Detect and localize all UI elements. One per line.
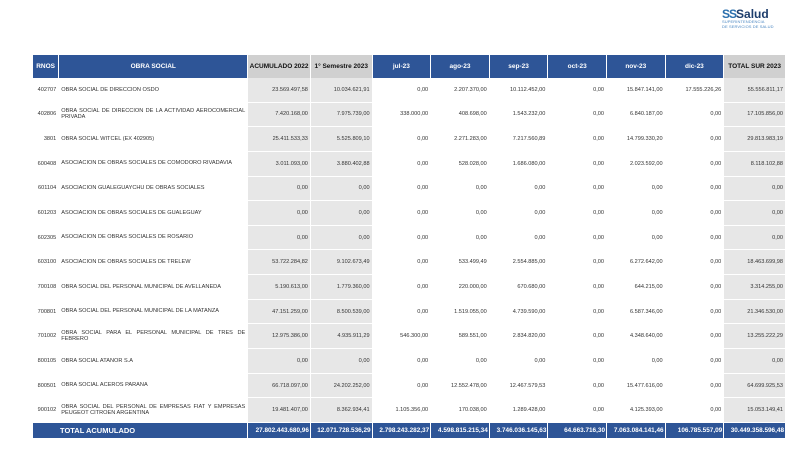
header-rnos: RNOS xyxy=(33,55,59,78)
value-cell: 3.880.402,88 xyxy=(311,152,373,177)
value-cell: 546.300,00 xyxy=(373,324,432,349)
value-cell: 0,00 xyxy=(373,275,432,300)
rnos-cell: 601104 xyxy=(33,177,59,202)
value-cell: 0,00 xyxy=(666,300,725,325)
value-cell: 0,00 xyxy=(373,374,432,399)
obra-social-cell: OBRA SOCIAL ACEROS PARANA xyxy=(59,374,248,399)
value-cell: 3.011.093,00 xyxy=(248,152,311,177)
value-cell: 55.556.811,17 xyxy=(724,78,785,103)
table-row xyxy=(33,324,785,349)
value-cell: 18.463.699,98 xyxy=(724,250,785,275)
value-cell: 6.840.187,00 xyxy=(607,103,666,128)
value-cell: 170.038,00 xyxy=(431,398,490,423)
total-semestre-2023: 12.071.728.536,29 xyxy=(311,423,373,438)
rnos-cell: 800501 xyxy=(33,374,59,399)
value-cell: 8.362.934,41 xyxy=(311,398,373,423)
value-cell: 29.813.983,19 xyxy=(724,127,785,152)
obra-social-cell: OBRA SOCIAL PARA EL PERSONAL MUNICIPAL DE TRES DE FEBRERO xyxy=(59,324,248,349)
table-row xyxy=(33,103,785,128)
value-cell: 7.217.560,89 xyxy=(490,127,549,152)
value-cell: 12.552.478,00 xyxy=(431,374,490,399)
header-ago-23: ago-23 xyxy=(431,55,490,78)
value-cell: 0,00 xyxy=(490,177,549,202)
rnos-cell: 701002 xyxy=(33,324,59,349)
value-cell: 66.718.097,00 xyxy=(248,374,311,399)
value-cell: 1.519.055,00 xyxy=(431,300,490,325)
total-sep-23: 3.746.036.145,63 xyxy=(490,423,549,438)
value-cell: 0,00 xyxy=(607,177,666,202)
obra-social-cell: OBRA SOCIAL DE DIRECCION OSDO xyxy=(59,78,248,103)
value-cell: 0,00 xyxy=(373,152,432,177)
value-cell: 25.411.533,33 xyxy=(248,127,311,152)
value-cell: 2.023.592,00 xyxy=(607,152,666,177)
value-cell: 0,00 xyxy=(666,349,725,374)
value-cell: 4.739.590,00 xyxy=(490,300,549,325)
value-cell: 7.975.739,00 xyxy=(311,103,373,128)
header-nov-23: nov-23 xyxy=(607,55,666,78)
value-cell: 0,00 xyxy=(548,226,607,251)
rnos-cell: 3801 xyxy=(33,127,59,152)
value-cell: 3.314.255,00 xyxy=(724,275,785,300)
value-cell: 0,00 xyxy=(431,349,490,374)
value-cell: 0,00 xyxy=(607,201,666,226)
value-cell: 0,00 xyxy=(431,177,490,202)
value-cell: 0,00 xyxy=(548,349,607,374)
value-cell: 0,00 xyxy=(311,349,373,374)
header-acumulado-2022: ACUMULADO 2022 xyxy=(248,55,311,78)
logo-subtitle-2: DE SERVICIOS DE SALUD xyxy=(722,23,774,29)
value-cell: 4.125.393,00 xyxy=(607,398,666,423)
value-cell: 0,00 xyxy=(548,300,607,325)
value-cell: 13.255.222,29 xyxy=(724,324,785,349)
value-cell: 0,00 xyxy=(724,177,785,202)
obra-social-cell: OBRA SOCIAL DEL PERSONAL MUNICIPAL DE AVELLANEDA xyxy=(59,275,248,300)
value-cell: 4.935.911,29 xyxy=(311,324,373,349)
value-cell: 15.053.149,41 xyxy=(724,398,785,423)
total-nov-23: 7.063.084.141,46 xyxy=(607,423,666,438)
value-cell: 2.554.885,00 xyxy=(490,250,549,275)
value-cell: 0,00 xyxy=(373,127,432,152)
table-row xyxy=(33,127,785,152)
value-cell: 5.190.613,00 xyxy=(248,275,311,300)
value-cell: 338.000,00 xyxy=(373,103,432,128)
logo-subtitle-1: SUPERINTENDENCIA xyxy=(722,19,765,24)
table-row xyxy=(33,300,785,325)
header-total-sur-2023: TOTAL SUR 2023 xyxy=(724,55,785,78)
header-semestre-2023: 1° Semestre 2023 xyxy=(311,55,373,78)
value-cell: 0,00 xyxy=(311,201,373,226)
value-cell: 589.551,00 xyxy=(431,324,490,349)
value-cell: 0,00 xyxy=(311,177,373,202)
value-cell: 0,00 xyxy=(607,226,666,251)
header-dic-23: dic-23 xyxy=(666,55,725,78)
value-cell: 0,00 xyxy=(666,127,725,152)
value-cell: 408.698,00 xyxy=(431,103,490,128)
value-cell: 0,00 xyxy=(666,374,725,399)
header-sep-23: sep-23 xyxy=(490,55,549,78)
value-cell: 0,00 xyxy=(666,398,725,423)
value-cell: 1.105.356,00 xyxy=(373,398,432,423)
value-cell: 0,00 xyxy=(548,324,607,349)
table-row xyxy=(33,374,785,399)
value-cell: 4.348.640,00 xyxy=(607,324,666,349)
value-cell: 14.799.330,20 xyxy=(607,127,666,152)
value-cell: 15.847.141,00 xyxy=(607,78,666,103)
table-row xyxy=(33,398,785,423)
value-cell: 0,00 xyxy=(490,201,549,226)
value-cell: 0,00 xyxy=(548,152,607,177)
value-cell: 0,00 xyxy=(548,250,607,275)
value-cell: 5.525.809,10 xyxy=(311,127,373,152)
table-row xyxy=(33,78,785,103)
value-cell: 0,00 xyxy=(666,275,725,300)
value-cell: 12.975.386,00 xyxy=(248,324,311,349)
value-cell: 0,00 xyxy=(666,250,725,275)
value-cell: 9.102.673,49 xyxy=(311,250,373,275)
value-cell: 1.686.080,00 xyxy=(490,152,549,177)
value-cell: 0,00 xyxy=(490,349,549,374)
value-cell: 10.112.452,00 xyxy=(490,78,549,103)
value-cell: 0,00 xyxy=(548,398,607,423)
value-cell: 0,00 xyxy=(724,349,785,374)
value-cell: 0,00 xyxy=(373,177,432,202)
value-cell: 8.500.539,00 xyxy=(311,300,373,325)
value-cell: 7.420.168,00 xyxy=(248,103,311,128)
value-cell: 670.680,00 xyxy=(490,275,549,300)
table-row xyxy=(33,250,785,275)
value-cell: 0,00 xyxy=(373,349,432,374)
rnos-cell: 800105 xyxy=(33,349,59,374)
value-cell: 0,00 xyxy=(248,177,311,202)
rnos-cell: 700801 xyxy=(33,300,59,325)
value-cell: 0,00 xyxy=(248,226,311,251)
value-cell: 0,00 xyxy=(373,250,432,275)
value-cell: 0,00 xyxy=(666,177,725,202)
value-cell: 0,00 xyxy=(373,201,432,226)
value-cell: 0,00 xyxy=(373,78,432,103)
value-cell: 0,00 xyxy=(373,300,432,325)
obra-social-cell: ASOCIACION DE OBRAS SOCIALES DE ROSARIO xyxy=(59,226,248,251)
table-row xyxy=(33,226,785,251)
rnos-cell: 402806 xyxy=(33,103,59,128)
header-jul-23: jul-23 xyxy=(373,55,432,78)
value-cell: 0,00 xyxy=(548,177,607,202)
rnos-cell: 900102 xyxy=(33,398,59,423)
value-cell: 24.202.252,00 xyxy=(311,374,373,399)
obra-social-cell: OBRA SOCIAL DEL PERSONAL MUNICIPAL DE LA MATANZA xyxy=(59,300,248,325)
value-cell: 0,00 xyxy=(666,103,725,128)
table-header-row xyxy=(33,55,785,78)
value-cell: 0,00 xyxy=(724,226,785,251)
rnos-cell: 600408 xyxy=(33,152,59,177)
value-cell: 0,00 xyxy=(248,349,311,374)
value-cell: 0,00 xyxy=(373,226,432,251)
obras-sociales-table xyxy=(33,55,785,438)
table-row xyxy=(33,349,785,374)
value-cell: 10.034.621,91 xyxy=(311,78,373,103)
rnos-cell: 603100 xyxy=(33,250,59,275)
value-cell: 0,00 xyxy=(666,152,725,177)
total-row xyxy=(33,423,785,438)
obra-social-cell: OBRA SOCIAL DE DIRECCION DE LA ACTIVIDAD AEROCOMERCIAL PRIVADA xyxy=(59,103,248,128)
total-oct-23: 64.663.716,30 xyxy=(548,423,607,438)
rnos-cell: 601203 xyxy=(33,201,59,226)
value-cell: 0,00 xyxy=(431,201,490,226)
total-acumulado-2022: 27.802.443.680,96 xyxy=(248,423,311,438)
total-ago-23: 4.598.815.215,34 xyxy=(431,423,490,438)
value-cell: 1.289.428,00 xyxy=(490,398,549,423)
value-cell: 0,00 xyxy=(724,201,785,226)
value-cell: 2.207.370,00 xyxy=(431,78,490,103)
obra-social-cell: OBRA SOCIAL ATANOR S.A xyxy=(59,349,248,374)
table-row xyxy=(33,201,785,226)
value-cell: 12.467.579,53 xyxy=(490,374,549,399)
value-cell: 0,00 xyxy=(548,201,607,226)
value-cell: 1.543.232,00 xyxy=(490,103,549,128)
header-obra-social: OBRA SOCIAL xyxy=(59,55,248,78)
value-cell: 0,00 xyxy=(548,127,607,152)
total-jul-23: 2.798.243.282,37 xyxy=(373,423,432,438)
value-cell: 6.587.346,00 xyxy=(607,300,666,325)
value-cell: 220.000,00 xyxy=(431,275,490,300)
value-cell: 0,00 xyxy=(548,374,607,399)
obra-social-cell: ASOCIACION DE OBRAS SOCIALES DE GUALEGUAY xyxy=(59,201,248,226)
rnos-cell: 700108 xyxy=(33,275,59,300)
value-cell: 64.699.925,53 xyxy=(724,374,785,399)
value-cell: 0,00 xyxy=(548,103,607,128)
obra-social-cell: OBRA SOCIAL DEL PERSONAL DE EMPRESAS FIAT Y EMPRESAS PEUGEOT CITROEN ARGENTINA xyxy=(59,398,248,423)
value-cell: 17.555.226,26 xyxy=(666,78,725,103)
value-cell: 0,00 xyxy=(666,226,725,251)
total-total-sur-2023: 30.449.358.596,48 xyxy=(724,423,785,438)
value-cell: 1.779.360,00 xyxy=(311,275,373,300)
table-row xyxy=(33,152,785,177)
rnos-cell: 602305 xyxy=(33,226,59,251)
value-cell: 0,00 xyxy=(490,226,549,251)
value-cell: 533.499,49 xyxy=(431,250,490,275)
superintendencia-logo xyxy=(722,8,782,38)
value-cell: 0,00 xyxy=(548,78,607,103)
value-cell: 0,00 xyxy=(666,201,725,226)
value-cell: 0,00 xyxy=(311,226,373,251)
value-cell: 0,00 xyxy=(431,226,490,251)
value-cell: 53.722.284,82 xyxy=(248,250,311,275)
obra-social-cell: ASOCIACION DE OBRAS SOCIALES DE COMODORO RIVADAVIA xyxy=(59,152,248,177)
value-cell: 2.834.820,00 xyxy=(490,324,549,349)
logo-mark: SS xyxy=(722,7,737,21)
value-cell: 528.028,00 xyxy=(431,152,490,177)
value-cell: 47.151.259,00 xyxy=(248,300,311,325)
header-oct-23: oct-23 xyxy=(548,55,607,78)
obra-social-cell: ASOCIACION GUALEGUAYCHU DE OBRAS SOCIALES xyxy=(59,177,248,202)
value-cell: 6.272.642,00 xyxy=(607,250,666,275)
value-cell: 0,00 xyxy=(607,349,666,374)
value-cell: 17.105.856,00 xyxy=(724,103,785,128)
value-cell: 0,00 xyxy=(666,324,725,349)
value-cell: 2.271.283,00 xyxy=(431,127,490,152)
value-cell: 23.569.497,58 xyxy=(248,78,311,103)
table-row xyxy=(33,177,785,202)
rnos-cell: 402707 xyxy=(33,78,59,103)
logo-name: Salud xyxy=(736,7,769,21)
value-cell: 0,00 xyxy=(248,201,311,226)
table-row xyxy=(33,275,785,300)
value-cell: 19.481.407,00 xyxy=(248,398,311,423)
value-cell: 0,00 xyxy=(548,275,607,300)
total-label: TOTAL ACUMULADO xyxy=(33,423,248,438)
value-cell: 8.118.102,88 xyxy=(724,152,785,177)
obra-social-cell: OBRA SOCIAL WITCEL (EX 402905) xyxy=(59,127,248,152)
value-cell: 644.215,00 xyxy=(607,275,666,300)
total-dic-23: 106.785.557,09 xyxy=(666,423,725,438)
obra-social-cell: ASOCIACION DE OBRAS SOCIALES DE TRELEW xyxy=(59,250,248,275)
value-cell: 15.477.616,00 xyxy=(607,374,666,399)
value-cell: 21.346.530,00 xyxy=(724,300,785,325)
